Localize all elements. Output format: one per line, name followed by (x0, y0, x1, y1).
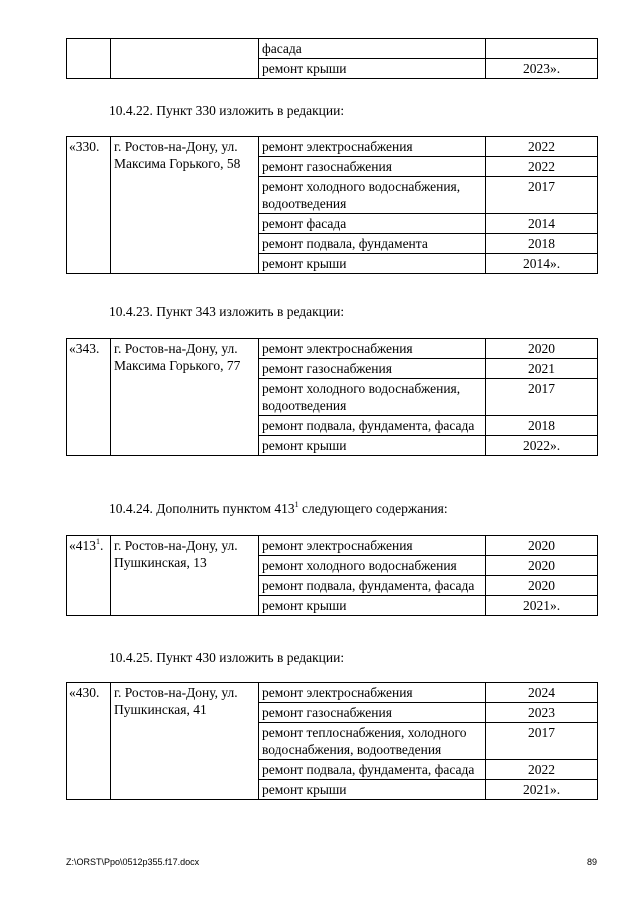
table-item-330 (66, 136, 598, 274)
work-cell: ремонт теплоснабжения, холодного водоснабжения, водоотведения (259, 723, 486, 760)
work-cell: ремонт холодного водоснабжения, водоотведения (259, 379, 486, 416)
year-cell: 2022». (486, 436, 598, 456)
year-cell: 2020 (486, 536, 598, 556)
item-number-cell: «330. (67, 137, 111, 274)
continuation-table (66, 38, 598, 79)
work-cell: ремонт газоснабжения (259, 157, 486, 177)
item-number-cell (67, 39, 111, 79)
item-number-cell: «430. (67, 683, 111, 800)
address-cell: г. Ростов-на-Дону, ул. Максима Горького, 58 (111, 137, 259, 274)
year-cell: 2023 (486, 703, 598, 723)
year-cell: 2020 (486, 556, 598, 576)
work-cell: ремонт газоснабжения (259, 703, 486, 723)
paragraph-10-4-25: 10.4.25. Пункт 430 изложить в редакции: (109, 650, 345, 665)
address-cell: г. Ростов-на-Дону, ул. Пушкинская, 41 (111, 683, 259, 800)
work-cell: фасада (259, 39, 486, 59)
year-cell (486, 39, 598, 59)
work-cell: ремонт крыши (259, 596, 486, 616)
paragraph-text: следующего содержания: (298, 501, 448, 516)
year-cell: 2022 (486, 760, 598, 780)
work-cell: ремонт подвала, фундамента, фасада (259, 416, 486, 436)
year-cell: 2017 (486, 177, 598, 214)
table-item-430 (66, 682, 598, 800)
year-cell: 2022 (486, 157, 598, 177)
table-item-413-1 (66, 535, 598, 616)
address-cell: г. Ростов-на-Дону, ул. Максима Горького, 77 (111, 339, 259, 456)
table-item-343 (66, 338, 598, 456)
paragraph-10-4-24 (109, 500, 448, 517)
work-cell: ремонт подвала, фундамента, фасада (259, 760, 486, 780)
work-cell: ремонт электроснабжения (259, 137, 486, 157)
item-number-cell (67, 536, 111, 616)
paragraph-10-4-23: 10.4.23. Пункт 343 изложить в редакции: (109, 304, 345, 319)
work-cell: ремонт фасада (259, 214, 486, 234)
work-cell: ремонт крыши (259, 436, 486, 456)
superscript: 1 (294, 499, 299, 509)
year-cell: 2020 (486, 576, 598, 596)
year-cell: 2023». (486, 59, 598, 79)
item-number: «413 (69, 538, 96, 553)
superscript: 1 (96, 536, 100, 546)
year-cell: 2022 (486, 137, 598, 157)
address-cell: г. Ростов-на-Дону, ул. Пушкинская, 13 (111, 536, 259, 616)
table-row (67, 39, 598, 59)
work-cell: ремонт крыши (259, 59, 486, 79)
work-cell: ремонт крыши (259, 780, 486, 800)
work-cell: ремонт электроснабжения (259, 683, 486, 703)
paragraph-10-4-22: 10.4.22. Пункт 330 изложить в редакции: (109, 103, 345, 118)
work-cell: ремонт газоснабжения (259, 359, 486, 379)
footer-file-path: Z:\ORST\Ppo\0512p355.f17.docx (66, 857, 200, 867)
year-cell: 2017 (486, 723, 598, 760)
item-number-cell: «343. (67, 339, 111, 456)
year-cell: 2021». (486, 780, 598, 800)
table-row (67, 339, 598, 359)
work-cell: ремонт подвала, фундамента, фасада (259, 576, 486, 596)
year-cell: 2021 (486, 359, 598, 379)
work-cell: ремонт холодного водоснабжения, водоотведения (259, 177, 486, 214)
work-cell: ремонт электроснабжения (259, 536, 486, 556)
work-cell: ремонт электроснабжения (259, 339, 486, 359)
address-cell (111, 39, 259, 79)
year-cell: 2014». (486, 254, 598, 274)
year-cell: 2017 (486, 379, 598, 416)
year-cell: 2021». (486, 596, 598, 616)
year-cell: 2018 (486, 416, 598, 436)
paragraph-text: 10.4.24. Дополнить пунктом 413 (109, 501, 295, 516)
work-cell: ремонт холодного водоснабжения (259, 556, 486, 576)
work-cell: ремонт крыши (259, 254, 486, 274)
table-row (67, 137, 598, 157)
footer-page-number: 89 (586, 857, 597, 867)
table-row (67, 683, 598, 703)
year-cell: 2020 (486, 339, 598, 359)
work-cell: ремонт подвала, фундамента (259, 234, 486, 254)
year-cell: 2018 (486, 234, 598, 254)
table-row (67, 536, 598, 556)
year-cell: 2024 (486, 683, 598, 703)
year-cell: 2014 (486, 214, 598, 234)
item-number-suffix: . (100, 538, 104, 553)
